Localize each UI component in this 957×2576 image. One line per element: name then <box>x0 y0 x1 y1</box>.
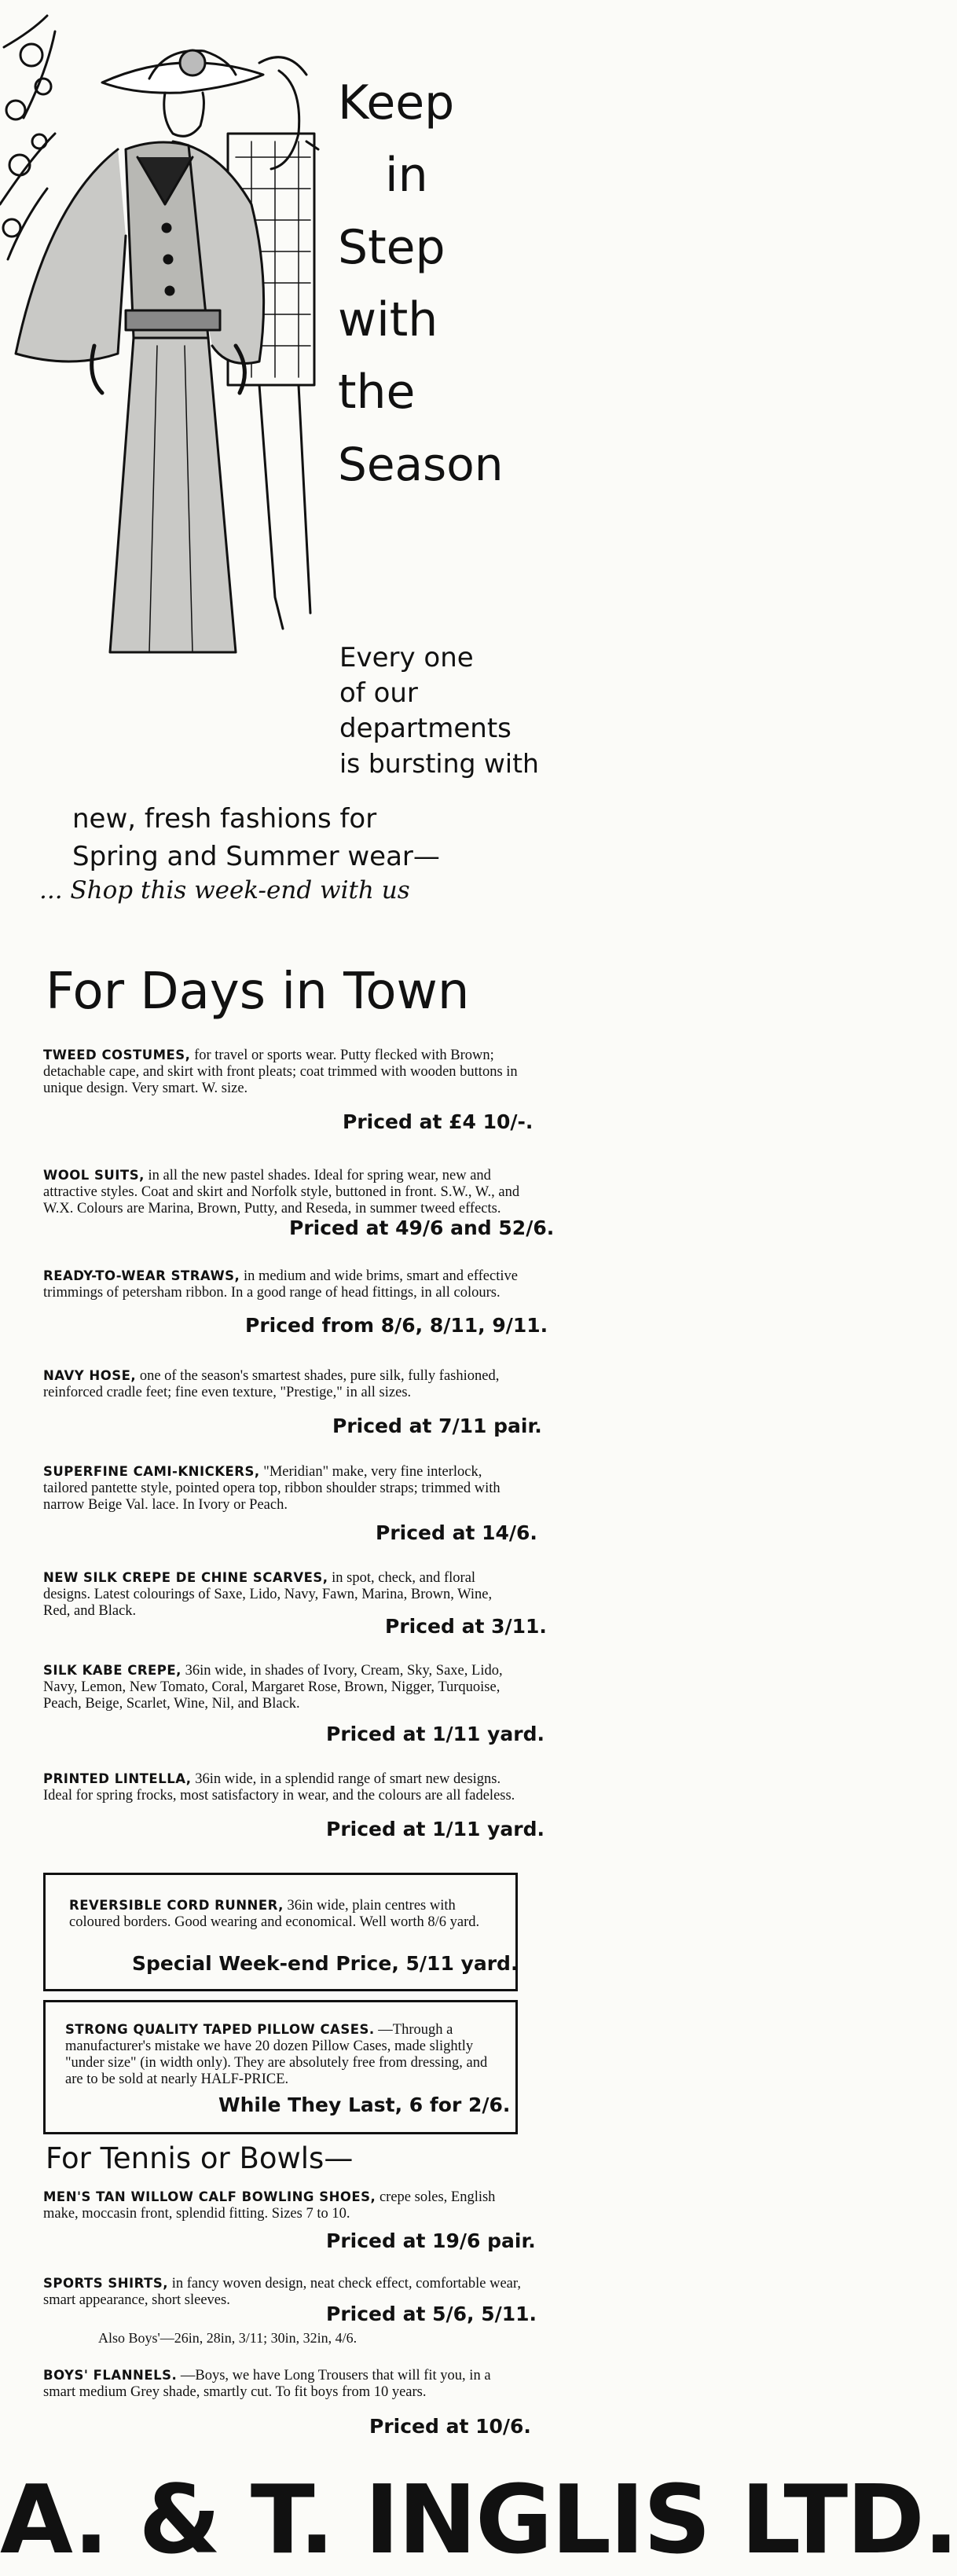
item-desc: 36in wide, plain centres with coloured borders. Good wearing and economical. Well worth 8/6 yard. <box>69 1898 480 1930</box>
item-name: BOYS' FLANNELS. <box>43 2368 178 2383</box>
item-navy-hose <box>43 1367 522 1401</box>
item-desc: in all the new pastel shades. Ideal for spring wear, new and attractive styles. Coat and skirt and Norfolk style, buttoned in front. S.W., W., and W.X. Colours are Marina, Brown, Putty, and Reseda, in summer tweed effects. <box>43 1168 520 1216</box>
item-name: READY-TO-WEAR STRAWS, <box>43 1268 240 1283</box>
item-name: NAVY HOSE, <box>43 1368 137 1383</box>
section-title: For Days in Town <box>46 963 470 1021</box>
item-price: Priced at 7/11 pair. <box>332 1415 542 1437</box>
item-desc: in medium and wide brims, smart and effective trimmings of petersham ribbon. In a good range of head fittings, in all colours. <box>43 1268 518 1301</box>
item-desc: crepe soles, English make, moccasin front, splendid fitting. Sizes 7 to 10. <box>43 2189 496 2222</box>
headline-line: Keep <box>338 75 455 130</box>
headline-line: Season <box>338 438 504 491</box>
item-name: MEN'S TAN WILLOW CALF BOWLING SHOES, <box>43 2189 376 2204</box>
intro-line: Spring and Summer wear— <box>72 841 440 872</box>
item-printed-lintella <box>43 1771 522 1804</box>
item-price: Priced at 5/6, 5/11. <box>326 2303 537 2325</box>
item-price: Priced at 14/6. <box>376 1521 537 1544</box>
item-price: Special Week-end Price, 5/11 yard. <box>132 1952 519 1975</box>
headline-line: with <box>338 292 438 347</box>
headline <box>338 67 550 501</box>
store-logo: A. & T. INGLIS LTD. <box>0 2466 957 2575</box>
item-price: While They Last, 6 for 2/6. <box>218 2093 511 2116</box>
item-crepe-scarves <box>43 1569 522 1620</box>
item-desc: for travel or sports wear. Putty flecked with Brown; detachable cape, and skirt with front pleats; coat trimmed with wooden buttons in unique design. Very smart. W. size. <box>43 1048 518 1096</box>
item-price: Priced at 19/6 pair. <box>326 2229 536 2252</box>
headline-line: the <box>338 365 416 420</box>
headline-line: in <box>385 148 428 203</box>
item-desc: one of the season's smartest shades, pure silk, fully fashioned, reinforced cradle feet; fine even texture, "Prestige," in all sizes. <box>43 1368 500 1400</box>
item-price: Priced from 8/6, 8/11, 9/11. <box>245 1314 548 1337</box>
item-desc: 36in wide, in shades of Ivory, Cream, Sky, Saxe, Lido, Navy, Lemon, New Tomato, Coral, Margaret Rose, Brown, Nigger, Turquoise, Peach, Beige, Scarlet, Wine, Nil, and Black. <box>43 1663 503 1712</box>
box-item <box>65 2021 501 2088</box>
item-desc: in fancy woven design, neat check effect, comfortable wear, smart appearance, short sleeves. <box>43 2276 521 2308</box>
item-name: SILK KABE CREPE, <box>43 1663 182 1678</box>
item-ready-to-wear-straws <box>43 1268 522 1301</box>
item-name: WOOL SUITS, <box>43 1168 145 1183</box>
item-desc: —Boys, we have Long Trousers that will fit you, in a smart medium Grey shade, smartly cut. To fit boys from 10 years. <box>43 2368 491 2400</box>
item-price: Priced at 1/11 yard. <box>326 1723 545 1745</box>
item-price: Priced at 3/11. <box>385 1615 547 1638</box>
item-bowling-shoes <box>43 2189 522 2222</box>
intro-line: departments <box>339 713 512 744</box>
intro-line: is bursting with <box>339 748 539 779</box>
item-price: Priced at 10/6. <box>369 2415 531 2438</box>
pillow-case-box <box>43 2000 518 2134</box>
headline-line: Step <box>338 220 446 275</box>
item-name: STRONG QUALITY TAPED PILLOW CASES. <box>65 2022 375 2037</box>
item-desc: 36in wide, in a splendid range of smart new designs. Ideal for spring frocks, most satisfactory in wear, and the colours are all fadeless. <box>43 1771 515 1804</box>
also-line: Also Boys'—26in, 28in, 3/11; 30in, 32in, 4/6. <box>98 2330 358 2346</box>
section-title-tennis: For Tennis or Bowls— <box>46 2141 354 2175</box>
item-price: Priced at £4 10/-. <box>343 1110 534 1133</box>
item-wool-suits <box>43 1167 522 1217</box>
item-desc: —Through a manufacturer's mistake we have 20 dozen Pillow Cases, made slightly "under size" (in width only). They are absolutely free from dressing, and are to be sold at nearly HALF-PRICE. <box>65 2022 488 2087</box>
intro-line: of our <box>339 677 418 709</box>
intro-line: Every one <box>339 642 474 673</box>
item-boys-flannels <box>43 2367 522 2401</box>
special-offer-box <box>43 1873 518 1991</box>
item-price: Priced at 49/6 and 52/6. <box>289 1216 555 1239</box>
item-name: TWEED COSTUMES, <box>43 1048 191 1062</box>
item-cami-knickers <box>43 1463 522 1514</box>
item-desc: "Meridian" make, very fine interlock, tailored pantette style, pointed opera top, ribbon shoulder straps; trimmed with narrow Beige Val. lace. In Ivory or Peach. <box>43 1464 500 1513</box>
item-price: Priced at 1/11 yard. <box>326 1818 545 1840</box>
shop-line: ... Shop this week-end with us <box>39 876 410 905</box>
item-name: SPORTS SHIRTS, <box>43 2276 169 2291</box>
fashion-illustration <box>0 0 318 668</box>
item-name: REVERSIBLE CORD RUNNER, <box>69 1898 284 1913</box>
item-name: PRINTED LINTELLA, <box>43 1771 192 1786</box>
item-name: SUPERFINE CAMI-KNICKERS, <box>43 1464 260 1479</box>
intro-line: new, fresh fashions for <box>72 803 377 835</box>
item-desc: in spot, check, and floral designs. Latest colourings of Saxe, Lido, Navy, Fawn, Marina, Brown, Wine, Red, and Black. <box>43 1570 493 1619</box>
item-name: NEW SILK CREPE DE CHINE SCARVES, <box>43 1570 328 1585</box>
box-item <box>69 1897 493 1931</box>
item-tweed-costumes <box>43 1047 522 1097</box>
item-silk-kabe-crepe <box>43 1662 522 1712</box>
